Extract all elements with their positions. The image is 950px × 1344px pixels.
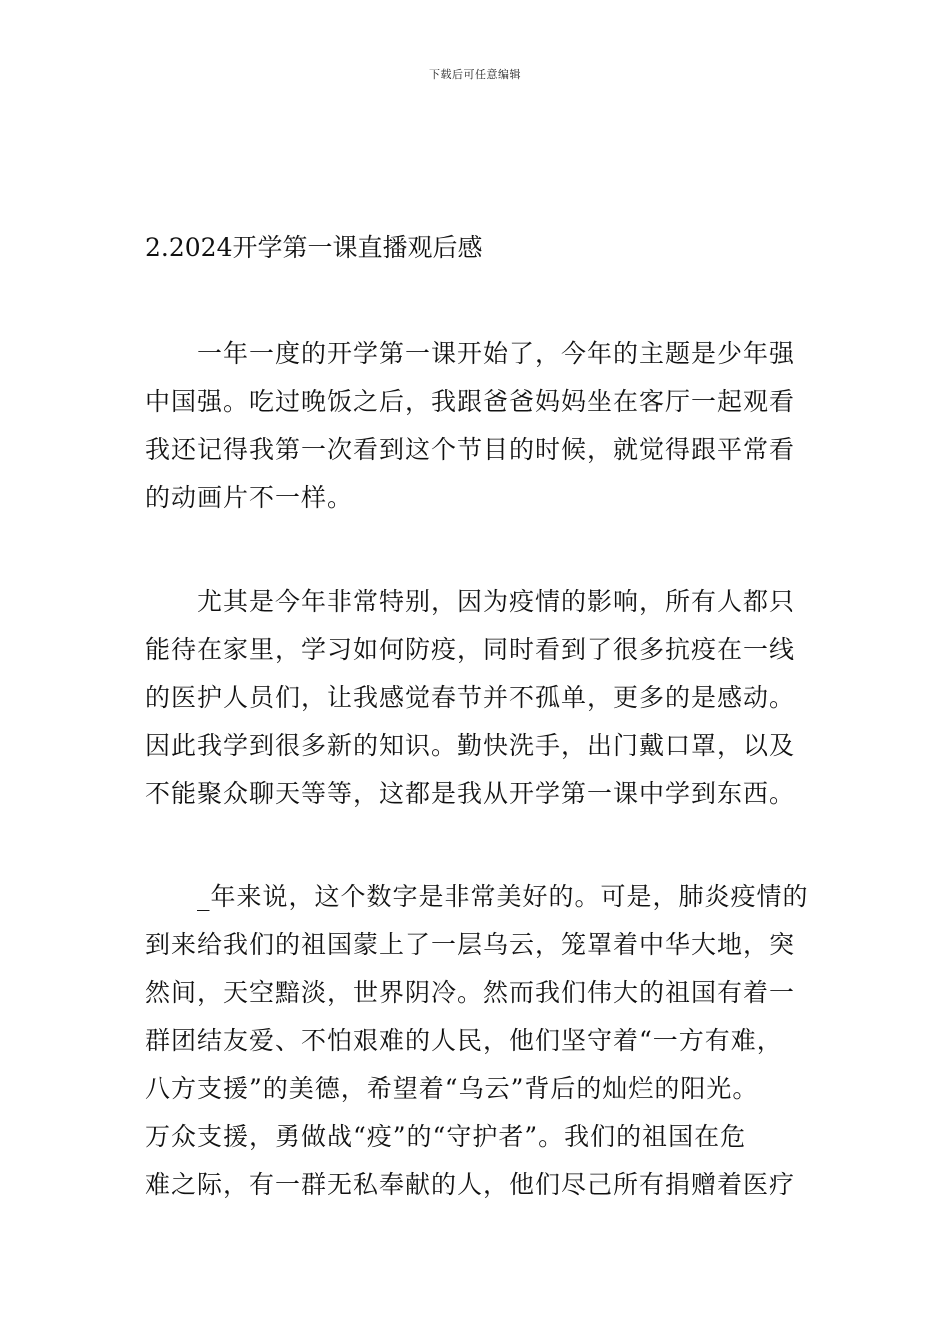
paragraph-line: 然间，天空黯淡，世界阴冷。然而我们伟大的祖国有着一 xyxy=(145,978,796,1007)
paragraph-line: 我还记得我第一次看到这个节目的时候，就觉得跟平常看 xyxy=(145,435,796,464)
paragraph-3 xyxy=(145,873,815,1209)
document-title: 2.2024开学第一课直播观后感 xyxy=(145,233,483,262)
paragraph-1 xyxy=(145,330,815,522)
paragraph-2 xyxy=(145,578,815,818)
page-header-note: 下载后可任意编辑 xyxy=(429,68,521,81)
paragraph-line: 到来给我们的祖国蒙上了一层乌云，笼罩着中华大地，突 xyxy=(145,930,796,959)
paragraph-line: 难之际，有一群无私奉献的人，他们尽己所有捐赠着医疗 xyxy=(145,1170,796,1199)
paragraph-line: 不能聚众聊天等等，这都是我从开学第一课中学到东西。 xyxy=(145,779,796,808)
paragraph-line: 能待在家里，学习如何防疫，同时看到了很多抗疫在一线 xyxy=(145,635,796,664)
paragraph-line: 的动画片不一样。 xyxy=(145,483,354,512)
paragraph-line: 八方支援”的美德，希望着“乌云”背后的灿烂的阳光。 xyxy=(145,1074,759,1103)
paragraph-line: 尤其是今年非常特别，因为疫情的影响，所有人都只 xyxy=(145,587,796,616)
paragraph-line: 因此我学到很多新的知识。勤快洗手，出门戴口罩，以及 xyxy=(145,731,796,760)
paragraph-line: 的医护人员们，让我感觉春节并不孤单，更多的是感动。 xyxy=(145,683,796,712)
paragraph-line: _年来说，这个数字是非常美好的。可是，肺炎疫情的 xyxy=(145,882,809,911)
paragraph-line: 万众支援，勇做战“疫”的“守护者”。我们的祖国在危 xyxy=(145,1122,747,1151)
paragraph-line: 中国强。吃过晚饭之后，我跟爸爸妈妈坐在客厅一起观看 xyxy=(145,387,796,416)
paragraph-line: 群团结友爱、不怕艰难的人民，他们坚守着“一方有难， xyxy=(145,1026,783,1055)
paragraph-line: 一年一度的开学第一课开始了，今年的主题是少年强 xyxy=(145,339,796,368)
